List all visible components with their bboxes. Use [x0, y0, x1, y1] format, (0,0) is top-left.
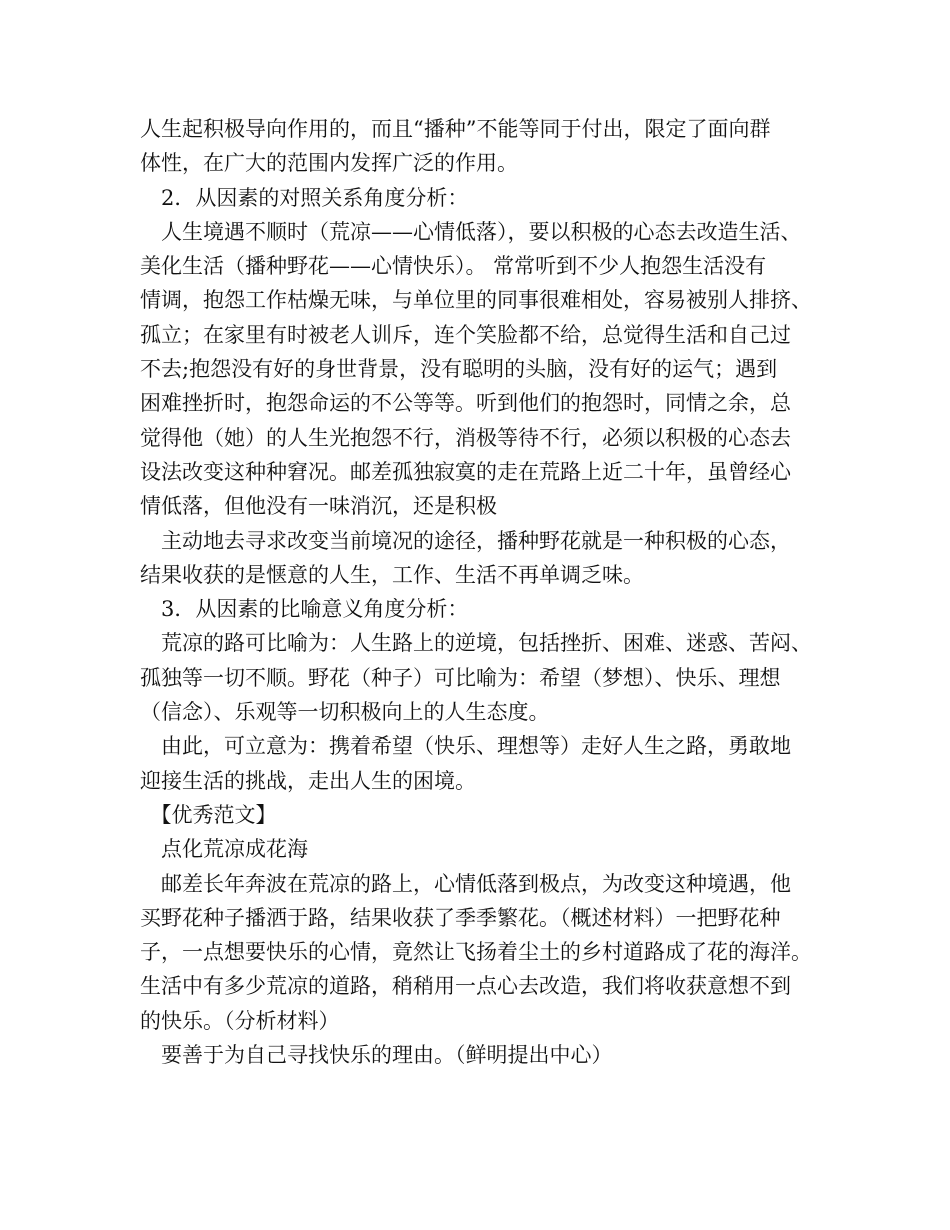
- text-line: 情低落，但他没有一味消沉，还是积极: [140, 494, 497, 519]
- text-line: 体性，在广大的范围内发挥广泛的作用。: [140, 151, 518, 176]
- text-line: 迎接生活的挑战，走出人生的困境。: [140, 768, 476, 793]
- text-line: 结果收获的是惬意的人生，工作、生活不再单调乏味。: [140, 562, 644, 587]
- text-line: 主动地去寻求改变当前境况的途径，播种野花就是一种积极的心态，: [140, 528, 791, 553]
- text-line: 生活中有多少荒凉的道路，稍稍用一点心去改造，我们将收获意想不到: [140, 974, 791, 999]
- text-line: 点化荒凉成花海: [140, 837, 308, 862]
- document-body: [140, 112, 820, 1072]
- text-line: 人生境遇不顺时（荒凉——心情低落），要以积极的心态去改造生活、: [140, 219, 802, 244]
- text-line: 困难挫折时，抱怨命运的不公等等。听到他们的抱怨时，同情之余，总: [140, 391, 791, 416]
- text-line: 不去;抱怨没有好的身世背景，没有聪明的头脑，没有好的运气；遇到: [140, 357, 778, 382]
- text-line: 由此，可立意为：携着希望（快乐、理想等）走好人生之路，勇敢地: [140, 734, 791, 759]
- text-line: 要善于为自己寻找快乐的理由。（鲜明提出中心）: [140, 1043, 613, 1068]
- text-line: 设法改变这种种窘况。邮差孤独寂寞的走在荒路上近二十年，虽曾经心: [140, 459, 791, 484]
- text-line: 荒凉的路可比喻为：人生路上的逆境，包括挫折、困难、迷惑、苦闷、: [140, 631, 812, 656]
- text-line: 邮差长年奔波在荒凉的路上，心情低落到极点，为改变这种境遇，他: [140, 871, 791, 896]
- text-line: 子，一点想要快乐的心情，竟然让飞扬着尘土的乡村道路成了花的海洋。: [140, 940, 812, 965]
- text-line: 人生起积极导向作用的，而且“播种”不能等同于付出，限定了面向群: [140, 117, 771, 141]
- text-line: 情调，抱怨工作枯燥无味，与单位里的同事很难相处，容易被别人排挤、: [140, 288, 812, 313]
- text-line: （信念）、乐观等一切积极向上的人生态度。: [140, 700, 550, 725]
- text-line: 美化生活（播种野花——心情快乐）。 常常听到不少人抱怨生活没有: [140, 254, 767, 279]
- text-line: 孤立；在家里有时被老人训斥，连个笑脸都不给，总觉得生活和自己过: [140, 322, 791, 347]
- text-line: 孤独等一切不顺。野花（种子）可比喻为：希望（梦想）、快乐、理想: [140, 665, 781, 690]
- text-line: 觉得他（她）的人生光抱怨不行，消极等待不行，必须以积极的心态去: [140, 425, 791, 450]
- text-line: 买野花种子播洒于路，结果收获了季季繁花。（概述材料）一把野花种: [140, 905, 781, 930]
- text-line: 3．从因素的比喻意义角度分析：: [140, 597, 469, 622]
- text-line: 的快乐。（分析材料）: [140, 1008, 340, 1033]
- text-line: 2．从因素的对照关系角度分析：: [140, 185, 469, 210]
- text-line: 【优秀范文】: [140, 802, 277, 827]
